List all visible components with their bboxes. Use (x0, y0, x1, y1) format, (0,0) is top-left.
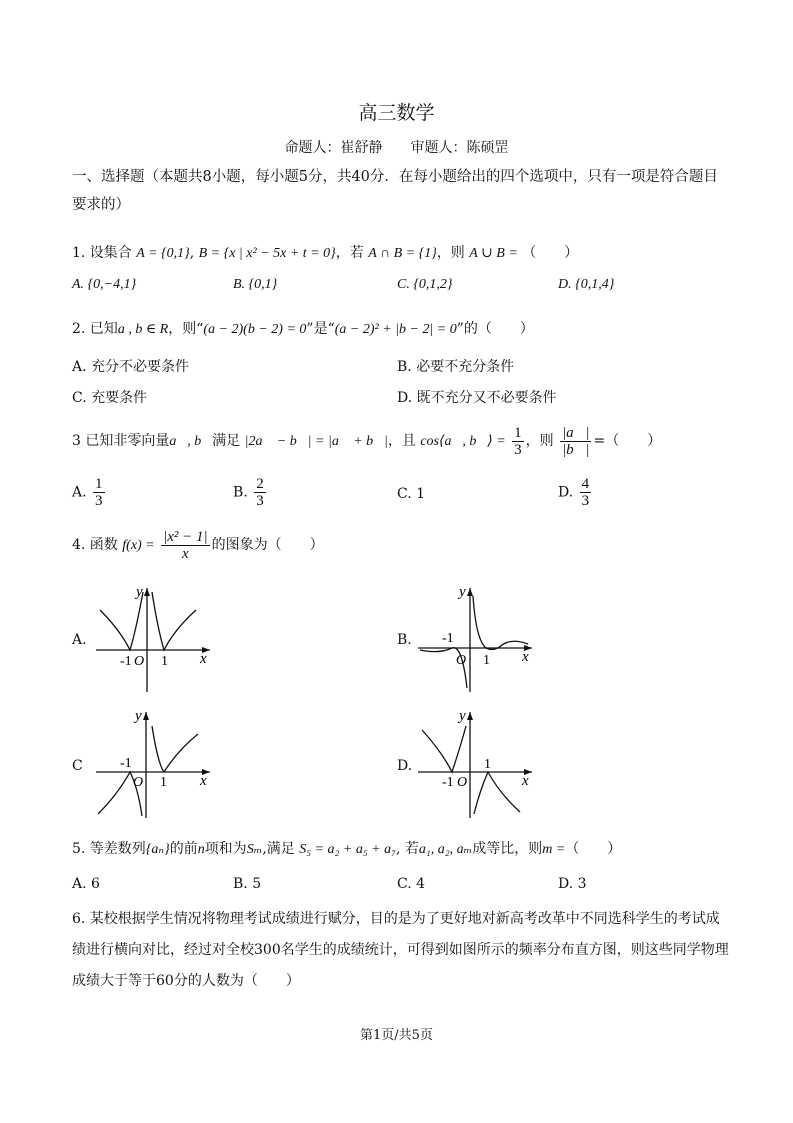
q4-graph-c-origin: O (133, 775, 144, 790)
q3-option-a-num: 1 (95, 476, 103, 492)
q2-option-c: C. 充要条件 (72, 390, 148, 406)
q3-cos-fraction (512, 425, 524, 458)
q5-n: n (197, 842, 205, 857)
q3-option-a-den: 3 (95, 493, 103, 509)
q4-graph-a (88, 580, 218, 695)
q5-option-d: D. 3 (558, 876, 587, 892)
q3-option-b-den: 3 (256, 493, 264, 509)
q4-graph-a-y-label: y (136, 584, 143, 600)
q2-option-d: D. 既不充分又不必要条件 (397, 390, 557, 406)
q4-graph-d-label: D. (397, 758, 413, 774)
q1-option-c: C. {0,1,2} (397, 277, 453, 292)
q2-cond2: (a − 2)² + |b − 2| = 0 (334, 322, 457, 337)
q1-option-b: B. {0,1} (233, 277, 278, 292)
q4-suffix: 的图象为（ ） (211, 537, 324, 553)
q2-cond1: (a − 2)(b − 2) = 0 (203, 322, 307, 337)
page-footer: 第1页/共5页 (360, 1028, 433, 1043)
q3-eqs: =（ ） (593, 433, 662, 449)
q2-suffix: ”的（ ） (456, 321, 534, 337)
q3-option-b-num: 2 (256, 476, 264, 492)
q4-graph-d-x-label: x (522, 773, 529, 789)
q3-option-b-label: B. (233, 484, 248, 501)
q3-option-d-num: 4 (581, 476, 590, 492)
q1-option-d: D. {0,1,4} (558, 277, 615, 292)
q3-ratio-fraction (560, 425, 591, 458)
q4-graph-a-origin: O (134, 654, 145, 669)
q5-option-c: C. 4 (397, 876, 426, 892)
q4-graph-c-y-label: y (135, 708, 142, 724)
q4-graph-c-label: C (72, 758, 83, 774)
q5-condition: S₅ = a₂ + a₅ + a₇ (299, 842, 396, 857)
q3-option-d-fraction (580, 476, 592, 509)
q4-num: |x² − 1| (163, 528, 208, 545)
question-3 (72, 424, 661, 459)
q1-set-a: A = {0,1} (136, 246, 190, 261)
q4-graph-d-origin: O (457, 775, 468, 790)
q4-graph-a-tick-neg: -1 (120, 654, 132, 669)
q3-ratio-num: |a⃗| (562, 424, 590, 441)
q2-prefix: 2. 已知 (72, 321, 118, 337)
q5-satisfy: ,满足 (262, 841, 295, 857)
q4-graph-a-label: A. (72, 632, 87, 648)
q1-ask: A ∪ B = (469, 246, 518, 261)
question-1: 1. 设集合 A = {0,1}, B = {x | x² − 5x + t = 0}，若 A ∩ B = {1}，则 A ∪ B = （ ） (72, 245, 579, 261)
q4-graph-b-tick-neg: -1 (442, 631, 454, 646)
q3-option-a-fraction (93, 476, 105, 509)
q4-graph-b-label: B. (397, 632, 412, 648)
q5-option-a: A. 6 (72, 876, 100, 892)
q3-prefix: 3 已知非零向量 (72, 433, 170, 449)
q4-graph-d-tick-pos: 1 (484, 757, 491, 772)
q4-graph-a-tick-pos: 1 (161, 654, 168, 669)
q5-option-b: B. 5 (233, 876, 262, 892)
q3-cos-num: 1 (514, 424, 522, 441)
q3-option-d-label: D. (558, 484, 574, 501)
q2-option-a: A. 充分不必要条件 (72, 359, 190, 375)
q4-graph-b-tick-pos: 1 (483, 653, 490, 668)
q3-option-b (233, 476, 268, 509)
q3-cos: cos⟨a⃗, b⃗⟩ = (420, 434, 506, 449)
q4-graph-b-origin: O (456, 653, 467, 668)
q3-option-b-fraction (254, 476, 266, 509)
q5-prefix: 5. 等差数列 (72, 841, 146, 857)
q4-fraction (161, 529, 210, 562)
q4-graph-b-x-label: x (522, 649, 529, 665)
q2-is: ”是“ (306, 321, 335, 337)
q4-graph-d-y-label: y (459, 708, 466, 724)
q1-option-a: A. {0,−4,1} (72, 277, 137, 292)
q5-mid2: 项和为 (204, 841, 247, 857)
q3-cos-den: 3 (514, 441, 522, 458)
q4-graph-b (410, 580, 540, 695)
q3-satisfy: 满足 (212, 433, 241, 449)
q5-m: m = (542, 842, 566, 857)
q1-blank: （ ） (522, 245, 579, 261)
q4-graph-c (88, 704, 218, 822)
q3-option-a (72, 476, 107, 509)
q3-then: ，则 (525, 433, 554, 449)
q2-vars: a , b ∈ R (117, 322, 169, 337)
q5-if: , 若 (396, 841, 419, 857)
q4-graph-c-x-label: x (200, 773, 207, 789)
q5-terms: a₁, a₂, aₘ (418, 842, 473, 857)
q5-sm: Sₘ (246, 842, 263, 857)
q5-blank: （ ） (565, 841, 622, 857)
q4-graph-b-y-label: y (459, 584, 466, 600)
section-heading: 一、选择题（本题共8小题，每小题5分，共40分．在每小题给出的四个选项中，只有一项是符合题目要求的） (72, 169, 718, 213)
q4-graph-c-tick-pos: 1 (160, 775, 167, 790)
q3-ratio-den: |b⃗| (562, 441, 590, 458)
q4-prefix: 4. 函数 (72, 537, 118, 553)
q2-then: ，则“ (168, 321, 204, 337)
q4-func: f(x) = (122, 538, 155, 553)
q5-mid: 的前 (169, 841, 198, 857)
q3-option-c: C. 1 (397, 486, 426, 502)
q3-equation: |2a⃗ − b⃗| = |a⃗ + b⃗| (244, 434, 388, 449)
q1-mid: ，若 (335, 245, 364, 261)
q5-suffix: 成等比，则 (472, 841, 543, 857)
question-6: 6. 某校根据学生情况将物理考试成绩进行赋分，目的是为了更好地对新高考改革中不同选科学生的考试成绩进行横向对比，经过对全校300名学生的成绩统计，可得到如图所示的频率分布直方图，则这些同学物理成绩大于等于60分的人数为（ ） (72, 911, 729, 989)
q2-option-b: B. 必要不充分条件 (397, 359, 515, 375)
q3-and: ，且 (387, 433, 416, 449)
question-2 (72, 318, 534, 338)
q3-vectors: a⃗, b⃗ (169, 434, 213, 449)
page-title: 高三数学 (358, 102, 435, 124)
q3-option-d (558, 476, 593, 509)
q1-set-b: B = {x | x² − 5x + t = 0} (198, 246, 336, 261)
q4-den: x (182, 545, 189, 562)
authors-line: 命题人：崔舒静 审题人：陈硕罡 (284, 140, 509, 156)
q4-graph-a-x-label: x (200, 651, 207, 667)
q1-condition: A ∩ B = {1} (368, 246, 437, 261)
question-5 (72, 838, 621, 858)
q4-graph-d (410, 704, 540, 822)
q1-prefix: 1. 设集合 (72, 245, 132, 261)
q3-option-d-den: 3 (581, 493, 590, 509)
question-4 (72, 528, 324, 563)
q4-graph-c-tick-neg: -1 (120, 756, 132, 771)
q4-graph-d-tick-neg: -1 (442, 775, 454, 790)
q5-sequence: {aₙ} (145, 842, 170, 857)
q3-option-a-label: A. (72, 484, 87, 501)
q1-then: ，则 (436, 245, 465, 261)
